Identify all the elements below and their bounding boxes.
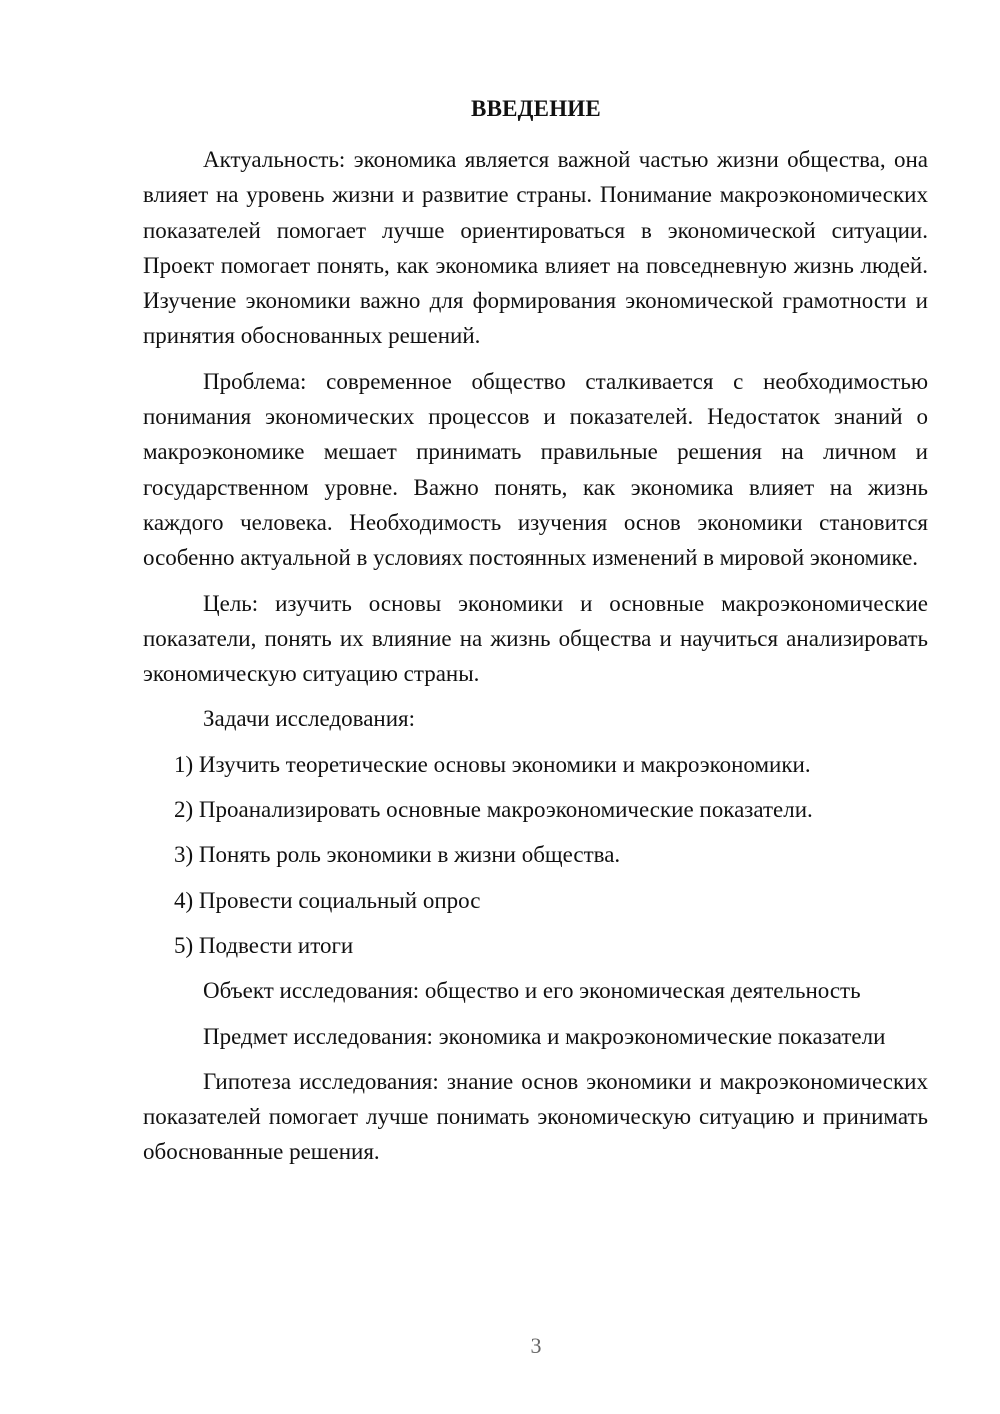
list-item-task-2: 2) Проанализировать основные макроэкономические показатели. xyxy=(174,797,813,823)
list-item-task-5: 5) Подвести итоги xyxy=(174,932,354,958)
body-text xyxy=(143,142,928,1180)
paragraph-hypothesis: Гипотеза исследования: знание основ экономики и макроэкономических показателей помогает лучше понимать экономическую ситуацию и принимать обоснованные решения. xyxy=(143,1068,928,1165)
paragraph-object: Объект исследования: общество и его экономическая деятельность xyxy=(203,978,861,1004)
paragraph-subject: Предмет исследования: экономика и макроэкономические показатели xyxy=(203,1023,886,1049)
paragraph-problem: Проблема: современное общество сталкивается с необходимостью понимания экономических процессов и показателей. Недостаток знаний о макроэкономике мешает принимать правильные решения на личном и государственном уровне. Важно понять, как экономика влияет на жизнь каждого человека. Необходимость изучения основ экономики становится особенно актуальной в условиях постоянных изменений в мировой экономике. xyxy=(143,368,928,571)
page-number: 3 xyxy=(530,1333,542,1358)
list-item-task-3: 3) Понять роль экономики в жизни общества. xyxy=(174,842,621,868)
section-title: ВВЕДЕНИЕ xyxy=(471,96,601,121)
paragraph-relevance: Актуальность: экономика является важной частью жизни общества, она влияет на уровень жизни и развитие страны. Понимание макроэкономических показателей помогает лучше ориентироваться в экономической ситуации. Проект помогает понять, как экономика влияет на повседневную жизнь людей. Изучение экономики важно для формирования экономической грамотности и принятия обоснованных решений. xyxy=(143,147,928,349)
paragraph-tasks-heading: Задачи исследования: xyxy=(203,706,416,732)
list-item-task-1: 1) Изучить теоретические основы экономики и макроэкономики. xyxy=(174,751,811,777)
tasks-list xyxy=(143,747,928,963)
list-item-task-4: 4) Провести социальный опрос xyxy=(174,887,481,913)
paragraph-goal: Цель: изучить основы экономики и основные макроэкономические показатели, понять их влияние на жизнь общества и научиться анализировать экономическую ситуацию страны. xyxy=(143,590,928,687)
